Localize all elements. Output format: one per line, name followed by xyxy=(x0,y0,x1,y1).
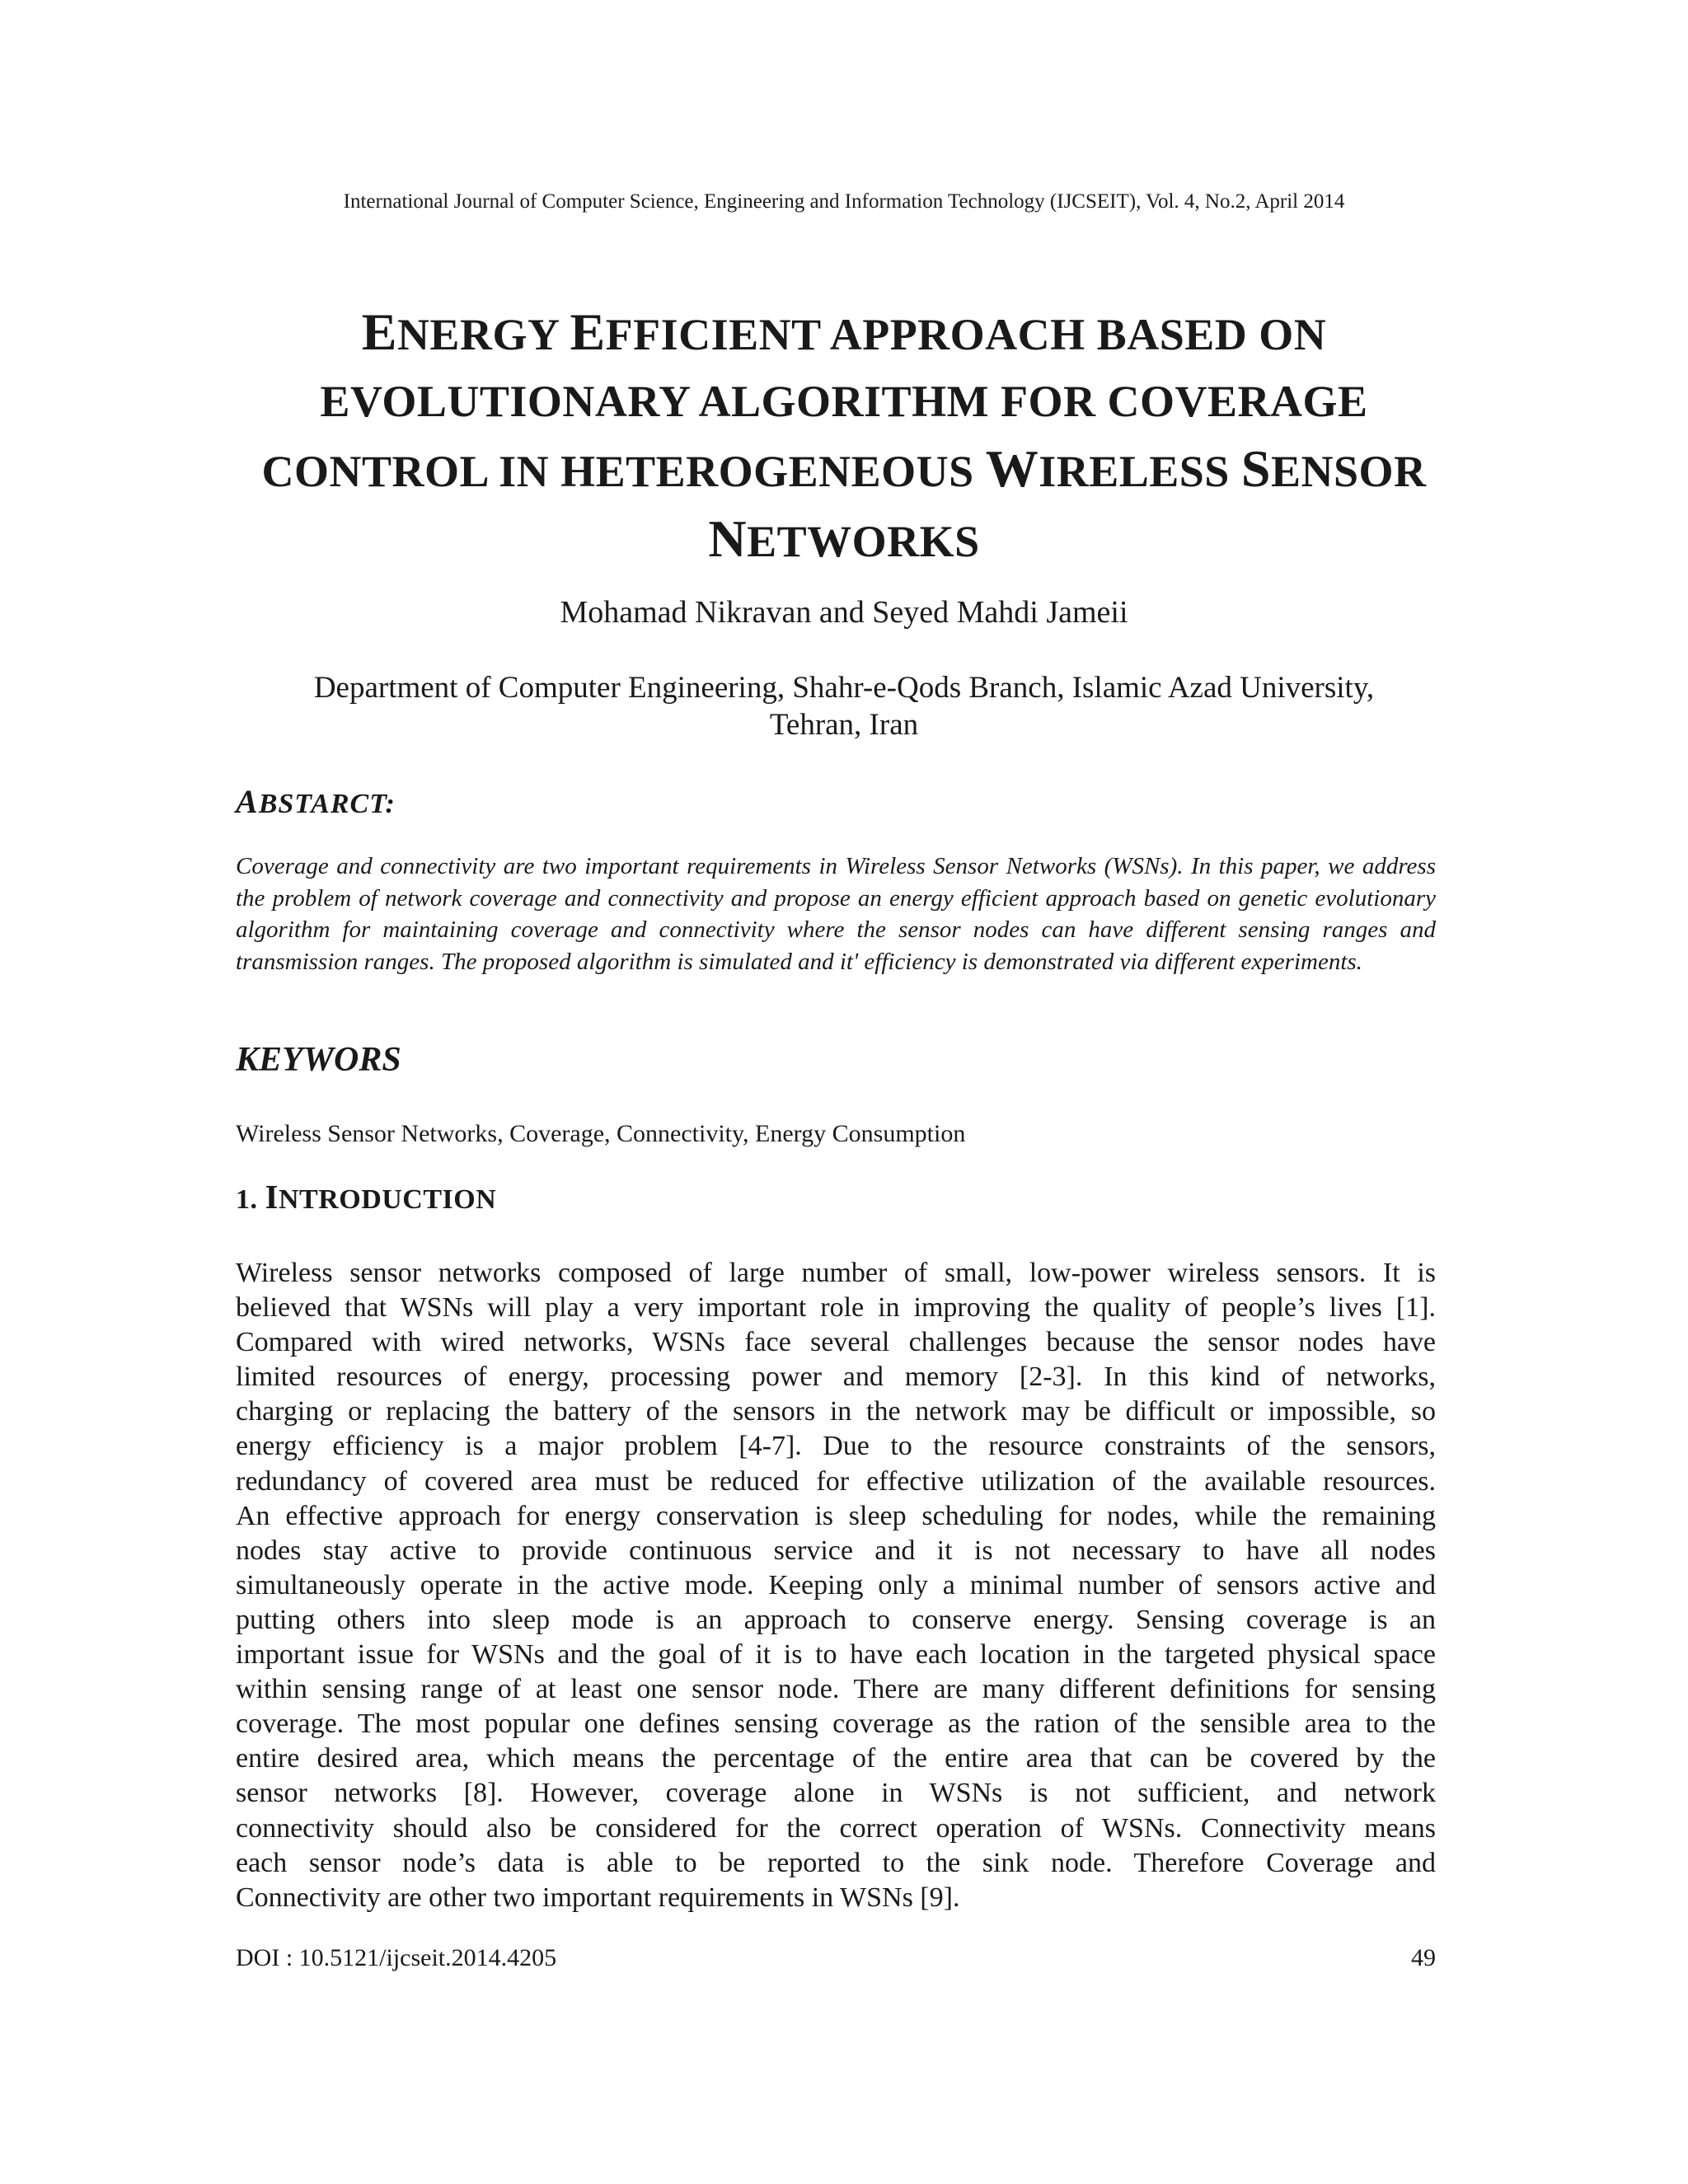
introduction-line: important issue for WSNs and the goal of it is to have each location in the targeted physical space xyxy=(236,1639,1436,1671)
introduction-line: An effective approach for energy conservation is sleep scheduling for nodes, while the remaining xyxy=(236,1500,1436,1531)
introduction-line: Compared with wired networks, WSNs face several challenges because the sensor nodes have xyxy=(236,1327,1436,1358)
introduction-line: putting others into sleep mode is an approach to conserve energy. Sensing coverage is an xyxy=(236,1604,1436,1635)
affiliation xyxy=(239,669,1449,743)
introduction-line: coverage. The most popular one defines sensing coverage as the ration of the sensible area to the xyxy=(236,1708,1436,1740)
page-number: 49 xyxy=(1411,1944,1436,1971)
authors: Mohamad Nikravan and Seyed Mahdi Jameii xyxy=(560,595,1128,630)
affiliation-line-2: Tehran, Iran xyxy=(769,708,919,742)
title-line-3: CONTROL IN HETEROGENEOUS WIRELESS SENSOR xyxy=(261,439,1427,498)
introduction-line: connectivity should also be considered for the correct operation of WSNs. Connectivity means xyxy=(236,1812,1436,1844)
introduction-line: sensor networks [8]. However, coverage alone in WSNs is not sufficient, and network xyxy=(236,1778,1436,1809)
keywords-heading: KEYWORS xyxy=(236,1041,401,1079)
paper-title xyxy=(198,298,1490,575)
introduction-line: nodes stay active to provide continuous service and it is not necessary to have all nodes xyxy=(236,1535,1436,1566)
introduction-line: charging or replacing the battery of the sensors in the network may be difficult or impossible, so xyxy=(236,1396,1436,1427)
introduction-line: entire desired area, which means the percentage of the entire area that can be covered by the xyxy=(236,1743,1436,1774)
introduction-line: Connectivity are other two important requirements in WSNs [9]. xyxy=(236,1882,960,1913)
abstract-text: Coverage and connectivity are two important requirements in Wireless Sensor Networks (WSNs). In this paper, we address the problem of network coverage and connectivity and propose an energy efficient approach based on genetic evolutionary algorithm for maintaining coverage and connectivity where the sensor nodes can have different sensing ranges and transmission ranges. The proposed algorithm is simulated and it' efficiency is demonstrated via different experiments. xyxy=(236,853,1436,975)
introduction-line: simultaneously operate in the active mode. Keeping only a minimal number of sensors active and xyxy=(236,1569,1436,1601)
title-line-1: ENERGY EFFICIENT APPROACH BASED ON xyxy=(361,302,1327,361)
title-line-2: EVOLUTIONARY ALGORITHM FOR COVERAGE xyxy=(320,377,1368,426)
introduction-line: believed that WSNs will play a very important role in improving the quality of people’s lives [1]. xyxy=(236,1292,1436,1324)
introduction-line: each sensor node’s data is able to be reported to the sink node. Therefore Coverage and xyxy=(236,1847,1436,1878)
affiliation-line-1: Department of Computer Engineering, Shahr-e-Qods Branch, Islamic Azad University, xyxy=(313,671,1375,705)
section-heading-introduction: 1. INTRODUCTION xyxy=(236,1178,497,1216)
abstract-heading: ABSTARCT: xyxy=(236,783,396,820)
introduction-line: limited resources of energy, processing power and memory [2-3]. In this kind of networks, xyxy=(236,1361,1436,1393)
introduction-line: energy efficiency is a major problem [4-7]. Due to the resource constraints of the sensors, xyxy=(236,1431,1436,1462)
introduction-line: redundancy of covered area must be reduced for effective utilization of the available resources. xyxy=(236,1465,1436,1497)
introduction-line: within sensing range of at least one sensor node. There are many different definitions for sensing xyxy=(236,1674,1436,1705)
introduction-body xyxy=(236,1256,1436,1915)
title-line-4: NETWORKS xyxy=(708,509,980,568)
running-header: International Journal of Computer Science, Engineering and Information Technology (IJCSEIT), Vol. 4, No.2, April 2014 xyxy=(343,190,1345,213)
introduction-line: Wireless sensor networks composed of large number of small, low-power wireless sensors. It is xyxy=(236,1258,1436,1288)
keywords-text: Wireless Sensor Networks, Coverage, Connectivity, Energy Consumption xyxy=(236,1120,966,1147)
footer-doi: DOI : 10.5121/ijcseit.2014.4205 xyxy=(236,1944,557,1971)
